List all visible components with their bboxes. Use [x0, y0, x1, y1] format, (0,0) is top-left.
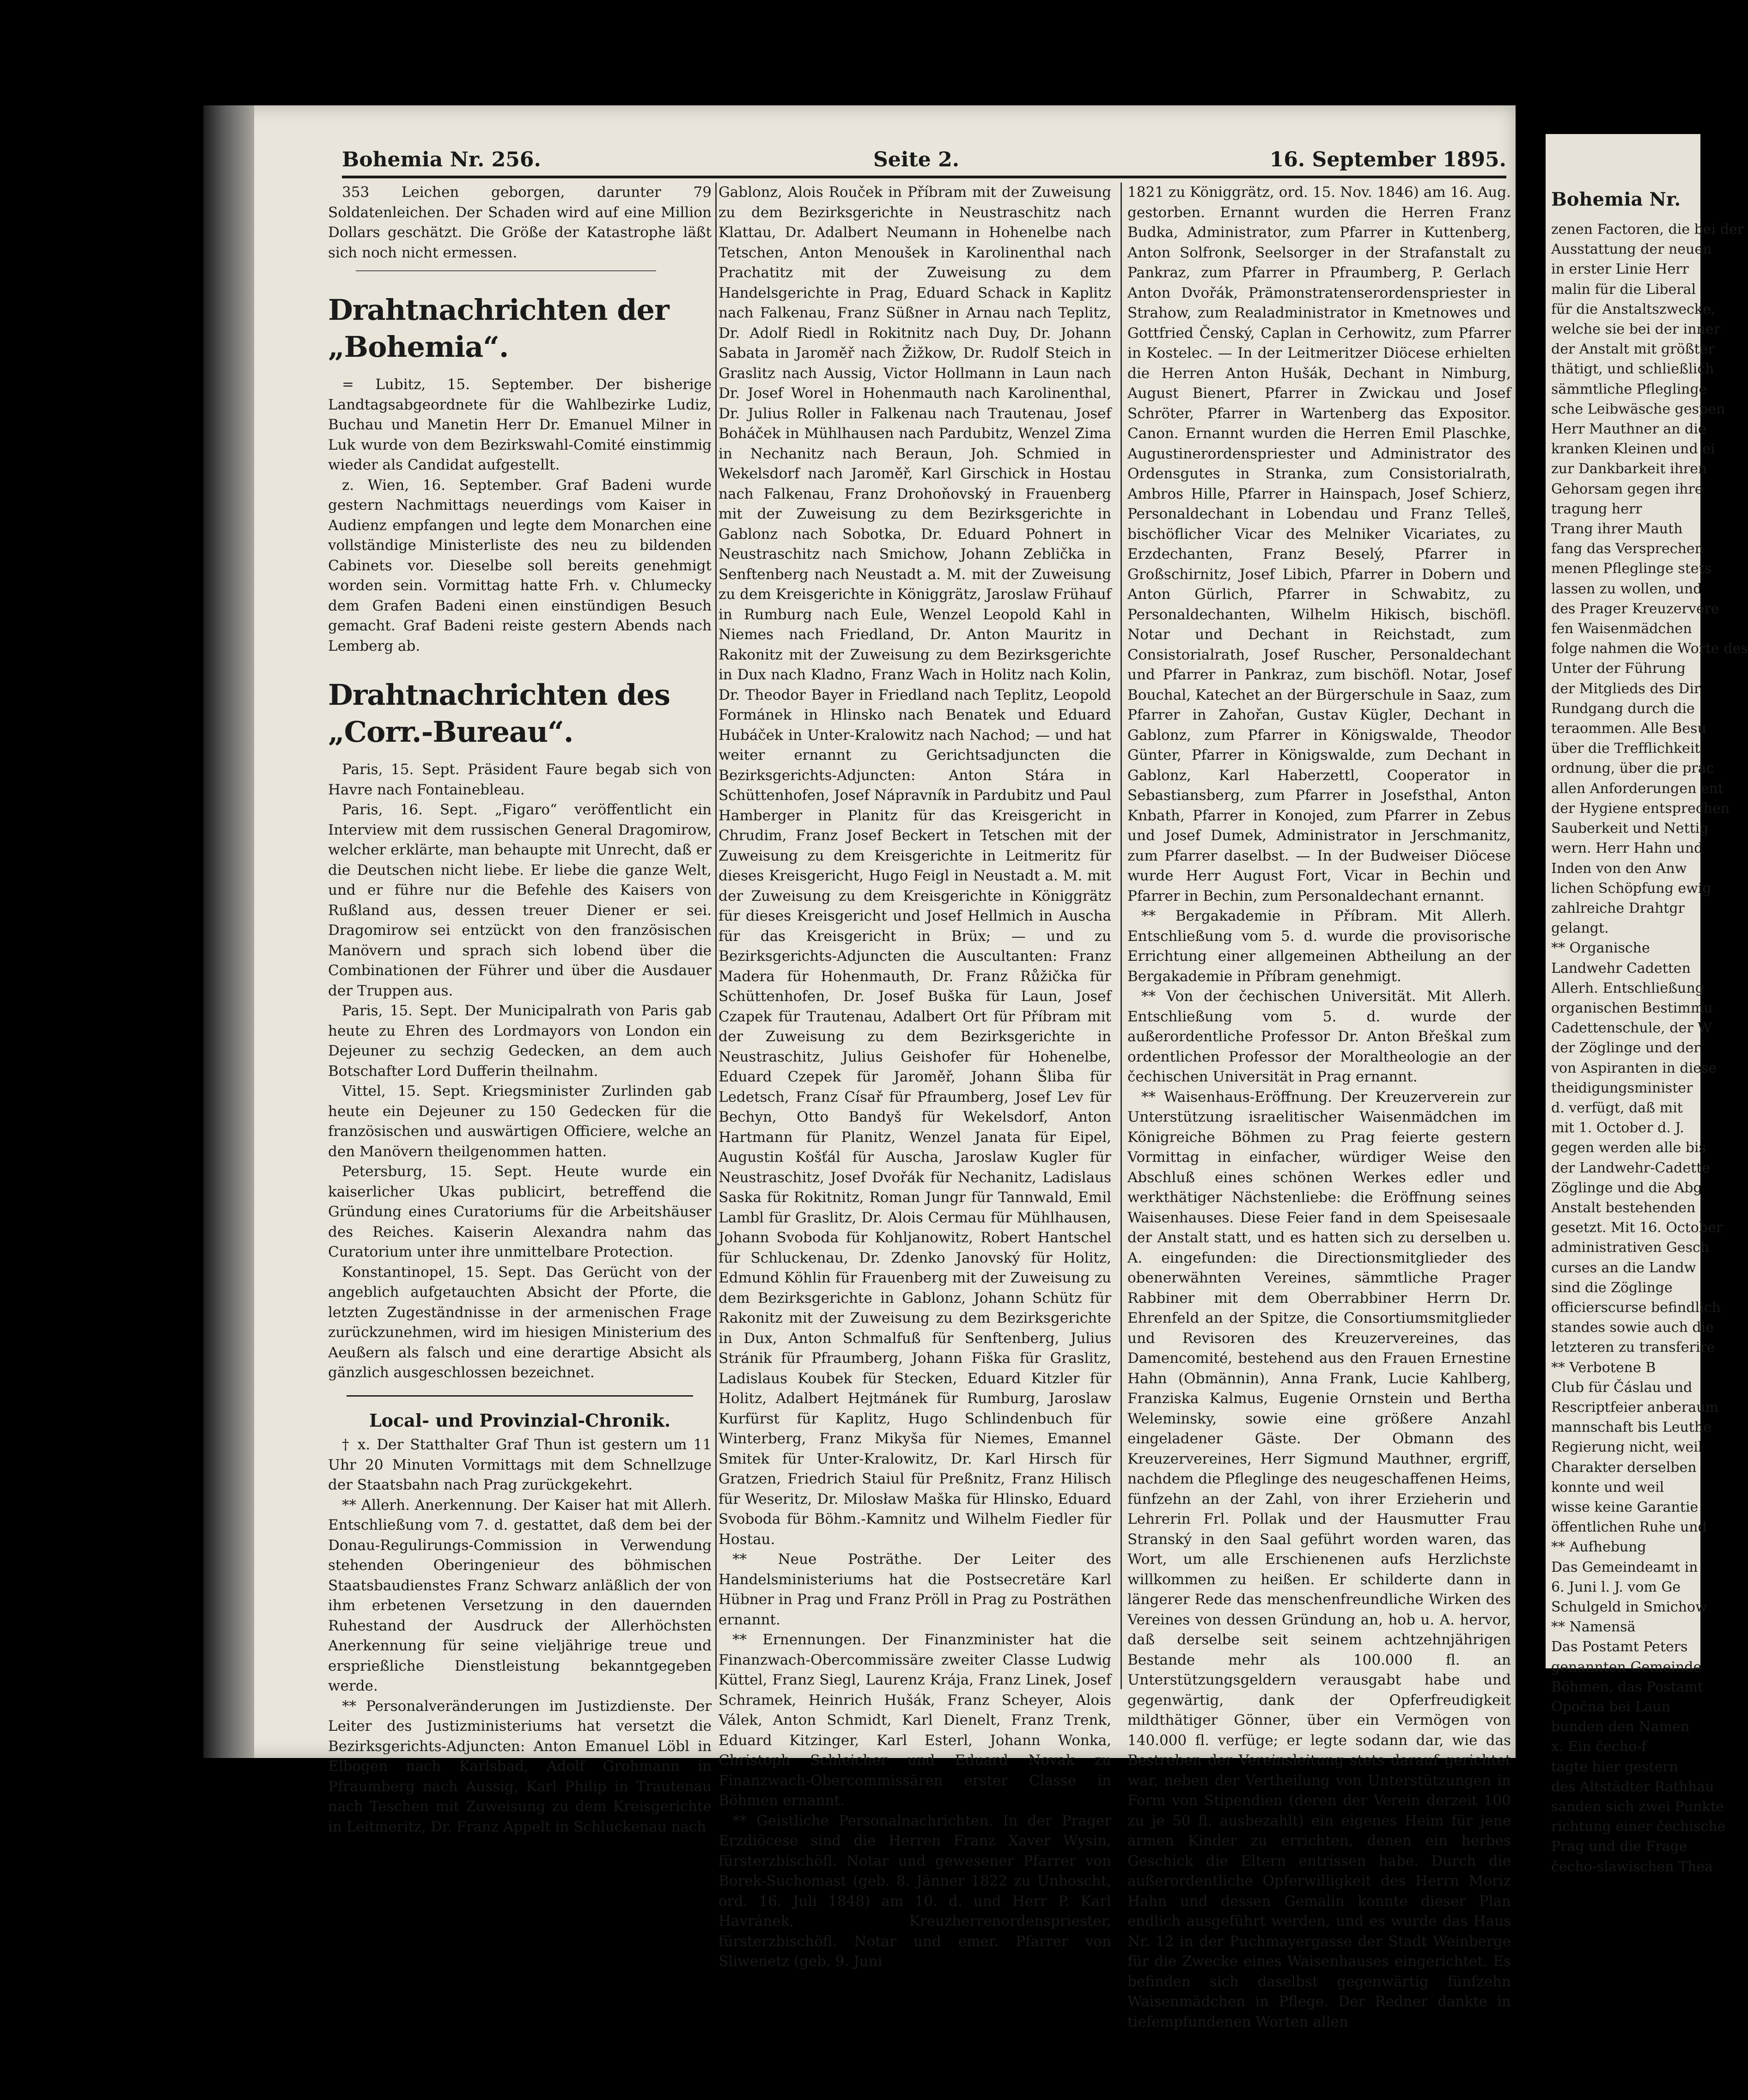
adjacent-page-line: der Mitglieds des Dir: [1551, 680, 1701, 697]
adjacent-page-line: ordnung, über die prac: [1551, 760, 1714, 777]
header-rule: [342, 176, 1506, 178]
column-2: [719, 183, 1112, 1970]
adjacent-page-line: organischen Bestimmu: [1551, 1000, 1713, 1016]
adjacent-page-line: über die Trefflichkeit: [1551, 740, 1700, 757]
article-text: † x. Der Statthalter Graf Thun ist gestern um 11 Uhr 20 Minuten Vormittags mit dem Schnellzuge der Staatsbahn nach Prag zurückgekehrt.: [328, 1436, 712, 1493]
adjacent-page-line: curses an die Landw: [1551, 1259, 1696, 1276]
adjacent-page-line: Herr Mauthner an die: [1551, 421, 1706, 438]
adjacent-page-line: sanden sich zwei Punkte: [1551, 1799, 1724, 1815]
adjacent-page-line: Rescriptfeier anberaum: [1551, 1399, 1718, 1416]
adjacent-page-line: der Hygiene entsprechen: [1551, 800, 1730, 817]
adjacent-page-line: Cadettenschule, der W: [1551, 1020, 1712, 1037]
divider: [347, 1395, 693, 1397]
adjacent-page-line: Das Postamt Peters: [1551, 1639, 1688, 1655]
header-page-number: Seite 2.: [873, 148, 960, 171]
adjacent-page-line: wern. Herr Hahn und: [1551, 840, 1703, 857]
adjacent-page-line: Regierung nicht, weil: [1551, 1439, 1703, 1456]
article-text: Vittel, 15. Sept. Kriegsminister Zurlinden gab heute ein Dejeuner zu 150 Gedecken für die französischen und auswärtigen Officiere, welche an den Manövern theilgenommen hatten.: [328, 1083, 712, 1160]
adjacent-page-line: Inden von den Anw: [1551, 860, 1687, 877]
adjacent-page-line: Prag und die Frage: [1551, 1838, 1687, 1855]
article-text: ** Geistliche Personalnachrichten. In der Prager Erzdiöcese sind die Herren Franz Xaver Wysin, fürsterzbischöfl. Notar und gewesener Pfarrer von Borek-Suchomast (geb. 8. Jänner 1822 zu Unhoscht, ord. 16. Juli 1848) am 10. d. und Herr P. Karl Havránek, Kreuzherrenordenspriester, fürsterzbischöfl. Notar und emer. Pfarrer von Sliwenetz (geb. 9. Juni: [719, 1812, 1111, 1970]
adjacent-page-line: Das Gemeindeamt in: [1551, 1559, 1698, 1575]
adjacent-page-line: administrativen Gesch: [1551, 1239, 1710, 1256]
adjacent-page-line: mit 1. October d. J.: [1551, 1120, 1684, 1136]
column-divider: [715, 183, 717, 1689]
adjacent-page-line: Schulgeld in Smichow: [1551, 1599, 1707, 1616]
adjacent-page-line: öffentlichen Ruhe und: [1551, 1519, 1707, 1536]
adjacent-page-line: gegen werden alle bis: [1551, 1140, 1706, 1156]
adjacent-page-line: lassen zu wollen, und: [1551, 580, 1702, 597]
adjacent-page-line: konnte und weil: [1551, 1479, 1664, 1496]
adjacent-page-line: malin für die Liberal: [1551, 281, 1696, 298]
adjacent-page-line: der Anstalt mit größter: [1551, 341, 1715, 358]
adjacent-page-line: tagte hier gestern: [1551, 1758, 1678, 1775]
adjacent-page-line: teraommen. Alle Besu: [1551, 720, 1706, 737]
column-3: [1127, 183, 1511, 2030]
article-text: Petersburg, 15. Sept. Heute wurde ein kaiserlicher Ukas publicirt, betreffend die Gründung eines Curatoriums für die Arbeitshäuser des Reiches. Kaiserin Alexandra nahm das Curatorium unter ihre unmittelbare Protection.: [328, 1163, 712, 1260]
adjacent-page-line: Zöglinge und die Abg: [1551, 1179, 1702, 1196]
adjacent-page-line: Charakter derselben: [1551, 1459, 1697, 1476]
adjacent-page-line: sche Leibwäsche gespen: [1551, 401, 1725, 417]
adjacent-page-line: für die Anstaltszwecke,: [1551, 301, 1716, 317]
article-text: ** Ernennungen. Der Finanzminister hat die Finanzwach-Obercommissäre zweiter Classe Ludwig Küttel, Franz Siegl, Laurenz Krája, Franz Linek, Josef Schramek, Heinrich Hušák, Franz Scheyer, Alois Válek, Anton Schmidt, Karl Dienelt, Franz Trenk, Eduard Kitzinger, Karl Esterl, Johann Wonka, Christoph Schleicher und Eduard Novak zu Finanzwach-Obercommissären erster Classe in Böhmen ernannt.: [719, 1631, 1111, 1809]
adjacent-page-line: Unter der Führung: [1551, 660, 1686, 677]
adjacent-page-line: Sauberkeit und Nettig: [1551, 820, 1709, 837]
adjacent-page-line: in erster Linie Herr: [1551, 261, 1689, 278]
adjacent-page-line: sämmtliche Pfleglinge: [1551, 381, 1707, 397]
adjacent-page-line: ** Aufhebung: [1551, 1539, 1646, 1556]
section-heading: Drahtnachrichten der „Bohemia“.: [328, 293, 669, 364]
adjacent-page-line: ** Verbotene B: [1551, 1359, 1656, 1376]
adjacent-page-line: Landwehr Cadetten: [1551, 960, 1691, 977]
adjacent-page-line: standes sowie auch die: [1551, 1319, 1714, 1336]
adjacent-page-line: tragung herr: [1551, 501, 1642, 517]
adjacent-page-line: letzteren zu transferire: [1551, 1339, 1715, 1356]
adjacent-page-line: mannschaft bis Leuthe: [1551, 1419, 1711, 1436]
adjacent-page-line: gelangt.: [1551, 920, 1609, 937]
adjacent-page-line: Anstalt bestehenden: [1551, 1199, 1696, 1216]
adjacent-page-header: Bohemia Nr.: [1551, 189, 1681, 210]
adjacent-page-line: gesetzt. Mit 16. October: [1551, 1220, 1723, 1236]
article-text: 353 Leichen geborgen, darunter 79 Soldatenleichen. Der Schaden wird auf eine Million Dollars geschätzt. Die Größe der Katastrophe läßt sich noch nicht ermessen.: [328, 184, 712, 261]
adjacent-page-line: Ausstattung der neuen: [1551, 241, 1712, 258]
article-text: z. Wien, 16. September. Graf Badeni wurde gestern Nachmittags neuerdings vom Kaiser in Audienz empfangen und legte dem Monarchen eine vollständige Ministerliste des neu zu bildenden Cabinets vor. Dieselbe soll bereits genehmigt worden sein. Vormittag hatte Frh. v. Chlumecky dem Grafen Badeni einen einstündigen Besuch gemacht. Graf Badeni reiste gestern Abends nach Lemberg ab.: [328, 476, 712, 654]
header-date: 16. September 1895.: [1269, 148, 1506, 171]
adjacent-page-line: Allerh. Entschließung: [1551, 980, 1704, 996]
adjacent-page-line: thätigt, und schließlich: [1551, 361, 1714, 378]
article-text: ** Von der čechischen Universität. Mit Allerh. Entschließung vom 5. d. wurde der außerordentliche Professor Dr. Anton Břeškal zum ordentlichen Professor der Moraltheologie an der čechischen Universität in Prag ernannt.: [1127, 988, 1511, 1085]
adjacent-page-line: Opočna bei Laun: [1551, 1699, 1670, 1715]
adjacent-page-line: Böhmen, das Postamt: [1551, 1679, 1703, 1695]
adjacent-page-line: lichen Schöpfung ewig: [1551, 880, 1711, 897]
adjacent-page-line: Rundgang durch die: [1551, 700, 1695, 717]
article-text: = Lubitz, 15. September. Der bisherige Landtagsabgeordnete für die Wahlbezirke Ludiz, Buchau und Manetin Herr Dr. Emanuel Milner in Luk wurde von dem Bezirkswahl-Comité einstimmig wieder als Candidat aufgestellt.: [328, 376, 712, 473]
adjacent-page-line: Gehorsam gegen ihre: [1551, 481, 1703, 497]
article-text: Konstantinopel, 15. Sept. Das Gerücht von der angeblich aufgetauchten Absicht der Pforte, die letzten Zugeständnisse in der armenischen Frage zurückzunehmen, wird im hiesigen Ministerium des Aeußern als falsch und eine derartige Absicht als gänzlich ausgeschlossen bezeichnet.: [328, 1264, 712, 1381]
adjacent-page: [1546, 134, 1748, 1875]
article-text: Gablonz, Alois Rouček in Příbram mit der Zuweisung zu dem Bezirksgerichte in Neustraschitz nach Klattau, Dr. Adalbert Neumann in Hohenelbe nach Tetschen, Anton Menoušek in Karolinenthal nach Prachatitz mit der Zuweisung zu dem Handelsgerichte in Prag, Eduard Schack in Kaplitz nach Falkenau, Franz Süßner in Arnau nach Teplitz, Dr. Adolf Riedl in Rokitnitz nach Duy, Dr. Johann Sabata in Jaroměř nach Žižkow, Dr. Rudolf Steich in Graslitz nach Aussig, Victor Hollmann in Laun nach Dr. Josef Worel in Hohenmauth nach Karolinenthal, Dr. Julius Roller in Falkenau nach Trautenau, Josef Boháček in Mühlhausen nach Pardubitz, Wenzel Zima in Nechanitz nach Beraun, Joh. Schmied in Wekelsdorf nach Jaroměř, Karl Girschick in Hostau nach Falkenau, Franz Drohoňovský in Frauenberg mit der Zuweisung zu dem Bezirksgerichte in Gablonz nach Sobotka, Dr. Eduard Pohnert in Neustraschitz nach Smichow, Johann Zeblička in Senftenberg nach Neustadt a. M. mit der Zuweisung zu dem Kreisgerichte in Königgrätz, Jaroslaw Frühauf in Rumburg nach Eule, Wenzel Leopold Kahl in Niemes nach Friedland, Dr. Anton Mauritz in Rakonitz mit der Zuweisung zu dem Bezirksgerichte in Dux nach Kladno, Franz Wach in Holitz nach Kolin, Dr. Theodor Bayer in Friedland nach Teplitz, Leopold Formánek in Hlinsko nach Benatek und Eduard Hubáček in Unter-Kralowitz nach Nachod; — und hat weiter ernannt zu Gerichtsadjuncten die Bezirksgerichts-Adjuncten: Anton Stára in Schüttenhofen, Josef Nápravník in Pardubitz und Paul Hamberger in Planitz für das Kreisgericht in Chrudim, Franz Josef Beckert in Tetschen mit der Zuweisung zu dem Kreisgerichte in Leitmeritz für dieses Kreisgericht, Hugo Feigl in Neustadt a. M. mit der Zuweisung zu dem Kreisgerichte in Königgrätz für dieses Kreisgericht und Josef Hellmich in Auscha für das Kreisgericht in Brüx; — und zu Bezirksgerichts-Adjuncten die Auscultanten: Franz Madera für Hohenmauth, Dr. Franz Růžička für Schüttenhofen, Dr. Josef Buška für Laun, Josef Czapek für Trautenau, Adalbert Ort für Příbram mit der Zuweisung zu dem Bezirksgerichte in Neustraschitz, Julius Geishofer für Hohenelbe, Eduard Czepek für Jaroměř, Johann Šliba für Ledetsch, Franz Císař für Pfraumberg, Josef Lev für Bechyn, Otto Bandyš für Wekelsdorf, Anton Hartmann für Planitz, Wenzel Janata für Eipel, Augustin Košťál für Auscha, Jaroslaw Kugler für Neustraschitz, Josef Dvořák für Nechanitz, Ladislaus Saska für Rokitnitz, Roman Jungr für Tannwald, Emil Lambl für Graslitz, Dr. Alois Cermau für Mühlhausen, Johann Svoboda für Kohljanowitz, Robert Hantschel für Schluckenau, Dr. Zdenko Janovský für Holitz, Edmund Köhlin für Frauenberg mit der Zuweisung zu dem Bezirksgerichte in Gablonz, Johann Schütz für Rakonitz mit der Zuweisung zu dem Bezirksgerichte in Dux, Anton Schmalfuß für Senftenberg, Julius Stránik für Pfraumberg, Johann Fiška für Graslitz, Ladislaus Koubek für Stecken, Eduard Kitzler für Holitz, Adalbert Hejtmánek für Rumburg, Jaroslaw Kurfürst für Kaplitz, Hugo Schlindenbuch für Winterberg, Franz Mikyša für Niemes, Emannel Smitek für Unter-Kralowitz, Dr. Karl Hirsch für Gratzen, Friedrich Staiul für Preßnitz, Franz Hilisch für Weseritz, Dr. Milosław Maška für Hlinsko, Eduard Svoboda für Böhm.-Kamnitz und Wilhelm Fiedler für Hostau.: [719, 184, 1112, 1548]
adjacent-page-line: zenen Factoren, die bei der: [1551, 221, 1744, 238]
adjacent-page-line: Trang ihrer Mauth: [1551, 521, 1683, 537]
adjacent-page-line: genannten Gemeinde: [1551, 1659, 1702, 1675]
adjacent-page-line: bunden den Namen: [1551, 1719, 1690, 1735]
adjacent-page-line: zahlreiche Drahtgr: [1551, 900, 1685, 916]
article-text: 1821 zu Königgrätz, ord. 15. Nov. 1846) am 16. Aug. gestorben. Ernannt wurden die Herren Franz Budka, Administrator, zum Pfarrer in Kuttenberg, Anton Solfronk, Seelsorger in der Strafanstalt zu Pankraz, zum Pfarrer in Pfraumberg, P. Gerlach Anton Dvořák, Prämonstratenserordenspriester in Strahow, zum Realadministrator in Kmetnowes und Gottfried Čenský, Caplan in Cerhowitz, zum Pfarrer in Kostelec. — In der Leitmeritzer Diöcese erhielten die Herren Anton Hušák, Dechant in Nimburg, August Bienert, Pfarrer in Zwickau und Josef Schröter, Pfarrer in Wartenberg das Expositor. Canon. Ernannt wurden die Herren Emil Plaschke, Augustinerordenspriester und Administrator des Ordensgutes in Stranka, zum Consistorialrath, Ambros Hille, Pfarrer in Hainspach, Josef Schierz, Personaldechant in Lobendau und Franz Telleš, bischöflicher Vicar des Melniker Vicariates, zu Erzdechanten, Franz Beselý, Pfarrer in Großschirnitz, Josef Libich, Pfarrer in Dobern und Anton Gürlich, Pfarrer in Schwabitz, zu Personaldechanten, Wilhelm Hikisch, bischöfl. Notar und Dechant in Reichstadt, zum Consistorialrath, Josef Ruscher, Personaldechant und Pfarrer in Pankraz, zum bischöfl. Notar, Josef Bouchal, Katechet an der Bürgerschule in Saaz, zum Pfarrer in Zahořan, Gustav Kügler, Dechant in Gablonz, zum Pfarrer in Königswalde, Theodor Günter, Pfarrer in Königswalde, zum Dechant in Gablonz, Karl Haberzettl, Cooperator in Sebastiansberg, zum Pfarrer in Josefsthal, Anton Knbath, Pfarrer in Konojed, zum Pfarrer in Zebus und Josef Dumek, Administrator in Jerschmanitz, zum Pfarrer daselbst. — In der Budweiser Diöcese wurde Herr August Fort, Vicar in Bechin und Pfarrer in Bechin, zum Personaldechant ernannt.: [1127, 184, 1511, 904]
adjacent-page-line: kranken Kleinen und ei: [1551, 441, 1715, 458]
adjacent-page-line: sind die Zöglinge: [1551, 1279, 1673, 1296]
adjacent-page-line: der Landwehr-Cadette: [1551, 1160, 1711, 1176]
column-1: [328, 183, 712, 1835]
section-heading: Local- und Provinzial-Chronik.: [369, 1410, 671, 1431]
column-divider: [1121, 183, 1122, 1689]
article-text: ** Personalveränderungen im Justizdienste. Der Leiter des Justizministeriums hat versetzt die Bezirksgerichts-Adjuncten: Anton Emanuel Löbl in Elbogen nach Karlsbad, Adolf Grohmann in Pfraumberg nach Aussig, Karl Philip in Trautenau nach Teschen mit Zuweisung zu dem Kreisgerichte in Leitmeritz, Dr. Franz Appelt in Schluckenau nach: [328, 1697, 712, 1835]
adjacent-page-column: [1551, 220, 1748, 1877]
article-text: Paris, 15. Sept. Präsident Faure begab sich von Havre nach Fontainebleau.: [328, 761, 712, 798]
article-text: Paris, 16. Sept. „Figaro“ veröffentlicht ein Interview mit dem russischen General Dragomirow, welcher erklärte, man behaupte mit Unrecht, daß er die Deutschen nicht liebe. Er liebe die ganze Welt, und er führe nur die Befehle des Kaisers von Rußland aus, dessen treuer Diener er sei. Dragomirow sei entzückt von den französischen Manövern und sprach sich lobend über die Combinationen der Führer und über die Ausdauer der Truppen aus.: [328, 801, 712, 999]
article-text: ** Allerh. Anerkennung. Der Kaiser hat mit Allerh. Entschließung vom 7. d. gestattet, daß dem bei der Donau-Regulirungs-Commission in Verwendung stehenden Oberingenieur des böhmischen Staatsbaudienstes Franz Schwarz anläßlich der von ihm erbetenen Versetzung in den dauernden Ruhestand der Ausdruck der Allerhöchsten Anerkennung für seine vieljährige treue und ersprießliche Dienstleistung bekanntgegeben werde.: [328, 1496, 712, 1694]
adjacent-page-line: wisse keine Garantie: [1551, 1499, 1699, 1515]
adjacent-page-line: 6. Juni l. J. vom Ge: [1551, 1579, 1681, 1595]
page-gutter: [203, 105, 254, 1758]
adjacent-page-line: d. verfügt, daß mit: [1551, 1099, 1683, 1116]
adjacent-page-line: ** Namensä: [1551, 1619, 1636, 1636]
article-text: ** Bergakademie in Příbram. Mit Allerh. Entschließung vom 5. d. wurde die provisorische Errichtung einer allgemeinen Abtheilung an der Bergakademie in Příbram genehmigt.: [1127, 908, 1511, 985]
adjacent-page-line: fang das Versprechen: [1551, 541, 1704, 557]
adjacent-page-line: zur Dankbarkeit ihren: [1551, 461, 1707, 477]
adjacent-page-line: welche sie bei der inner: [1551, 321, 1720, 338]
adjacent-page-line: theidigungsminister: [1551, 1080, 1693, 1096]
adjacent-page-line: von Aspiranten in diese: [1551, 1060, 1717, 1076]
section-heading: Drahtnachrichten des „Corr.-Bureau“.: [328, 678, 670, 749]
adjacent-page-line: Club für Čáslau und: [1551, 1379, 1693, 1396]
adjacent-page-line: čecho-slawischen Thea: [1551, 1858, 1713, 1875]
header-publication: Bohemia Nr. 256.: [342, 148, 541, 171]
adjacent-page-line: ** Organische: [1551, 940, 1650, 957]
adjacent-page-line: des Altstädter Rathhau: [1551, 1778, 1714, 1795]
adjacent-page-line: x. Ein čecho-f: [1551, 1739, 1647, 1755]
adjacent-page-line: officierscurse befindlich: [1551, 1299, 1721, 1316]
adjacent-page-line: folge nahmen die Worte des: [1551, 641, 1748, 657]
adjacent-page-line: menen Pfleglinge stets: [1551, 561, 1711, 577]
article-text: Paris, 15. Sept. Der Municipalrath von Paris gab heute zu Ehren des Lordmayors von London ein Dejeuner zu sechzig Gedecken, an dem auch Botschafter Lord Dufferin theilnahm.: [328, 1002, 712, 1080]
adjacent-page-line: richtung einer čechische: [1551, 1819, 1726, 1835]
adjacent-page-line: der Zöglinge und der: [1551, 1040, 1700, 1056]
article-text: ** Neue Posträthe. Der Leiter des Handelsministeriums hat die Postsecretäre Karl Hübner in Prag und Franz Pröll in Prag zu Posträthen ernannt.: [719, 1551, 1111, 1628]
divider: [356, 270, 656, 271]
adjacent-page-line: des Prager Kreuzervere: [1551, 600, 1719, 617]
adjacent-page-line: fen Waisenmädchen: [1551, 621, 1692, 637]
adjacent-page-line: allen Anforderungen ent: [1551, 780, 1724, 797]
article-text: ** Waisenhaus-Eröffnung. Der Kreuzerverein zur Unterstützung israelitischer Waisenmädchen im Königreiche Böhmen zu Prag feierte gestern Vormittag in einfacher, würdiger Weise den Abschluß eines schönen Werkes edler und werkthätiger Nächstenliebe: die Eröffnung seines Waisenhauses. Diese Feier fand in dem Speisesaale der Anstalt statt, und es hatten sich zu derselben u. A. eingefunden: die Directionsmitglieder des obenerwähnten Vereines, sämmtliche Prager Rabbiner mit dem Oberrabbiner Herrn Dr. Ehrenfeld an der Spitze, die Consortiumsmitglieder und Revisoren des Kreuzervereines, das Damencomité, bestehend aus den Frauen Ernestine Hahn (Obmännin), Anna Frank, Lucie Kahlberg, Franziska Kalmus, Eugenie Ornstein und Bertha Weleminsky, sowie eine größere Anzahl eingeladener Gäste. Der Obmann des Kreuzervereines, Herr Sigmund Mauthner, ergriff, nachdem die Pfleglinge des neugeschaffenen Heims, fünfzehn an der Zahl, von ihrer Erzieherin und Lehrerin Frl. Pollak und der Hausmutter Frau Stranský in den Saal geführt worden waren, das Wort, um alle Erschienenen aufs Herzlichste willkommen zu heißen. Er schilderte dann in längerer Rede das menschenfreundliche Wirken des Vereines von dessen Gründung an, hob u. A. hervor, daß derselbe seit seinem achtzehnjährigen Bestande mehr als 100.000 fl. an Unterstützungsgeldern verausgabt habe und gegenwärtig, dank der Opferfreudigkeit mildthätiger Gönner, über ein Vermögen von 140.000 fl. verfüge; er legte sodann dar, wie das Bestreben der Vereinsleitung stets darauf gerichtet war, neben der Vertheilung von Unterstützungen in Form von Stipendien (deren der Verein derzeit 100 zu je 50 fl. ausbezahlt) ein eigenes Heim für jene armen Kinder zu errichten, denen ein herbes Geschick die Eltern entrissen habe. Durch die außerordentliche Opferwilligkeit des Herrn Moriz Hahn und dessen Gemalin konnte dieser Plan endlich ausgeführt werden, und es wurde das Haus Nr. 12 in der Puchmayergasse der Stadt Weinberge für die Zwecke eines Waisenhauses eingerichtet. Es befinden sich daselbst gegenwärtig fünfzehn Waisenmädchen in Pflege. Der Redner dankte in tiefempfundenen Worten allen: [1127, 1088, 1511, 2030]
